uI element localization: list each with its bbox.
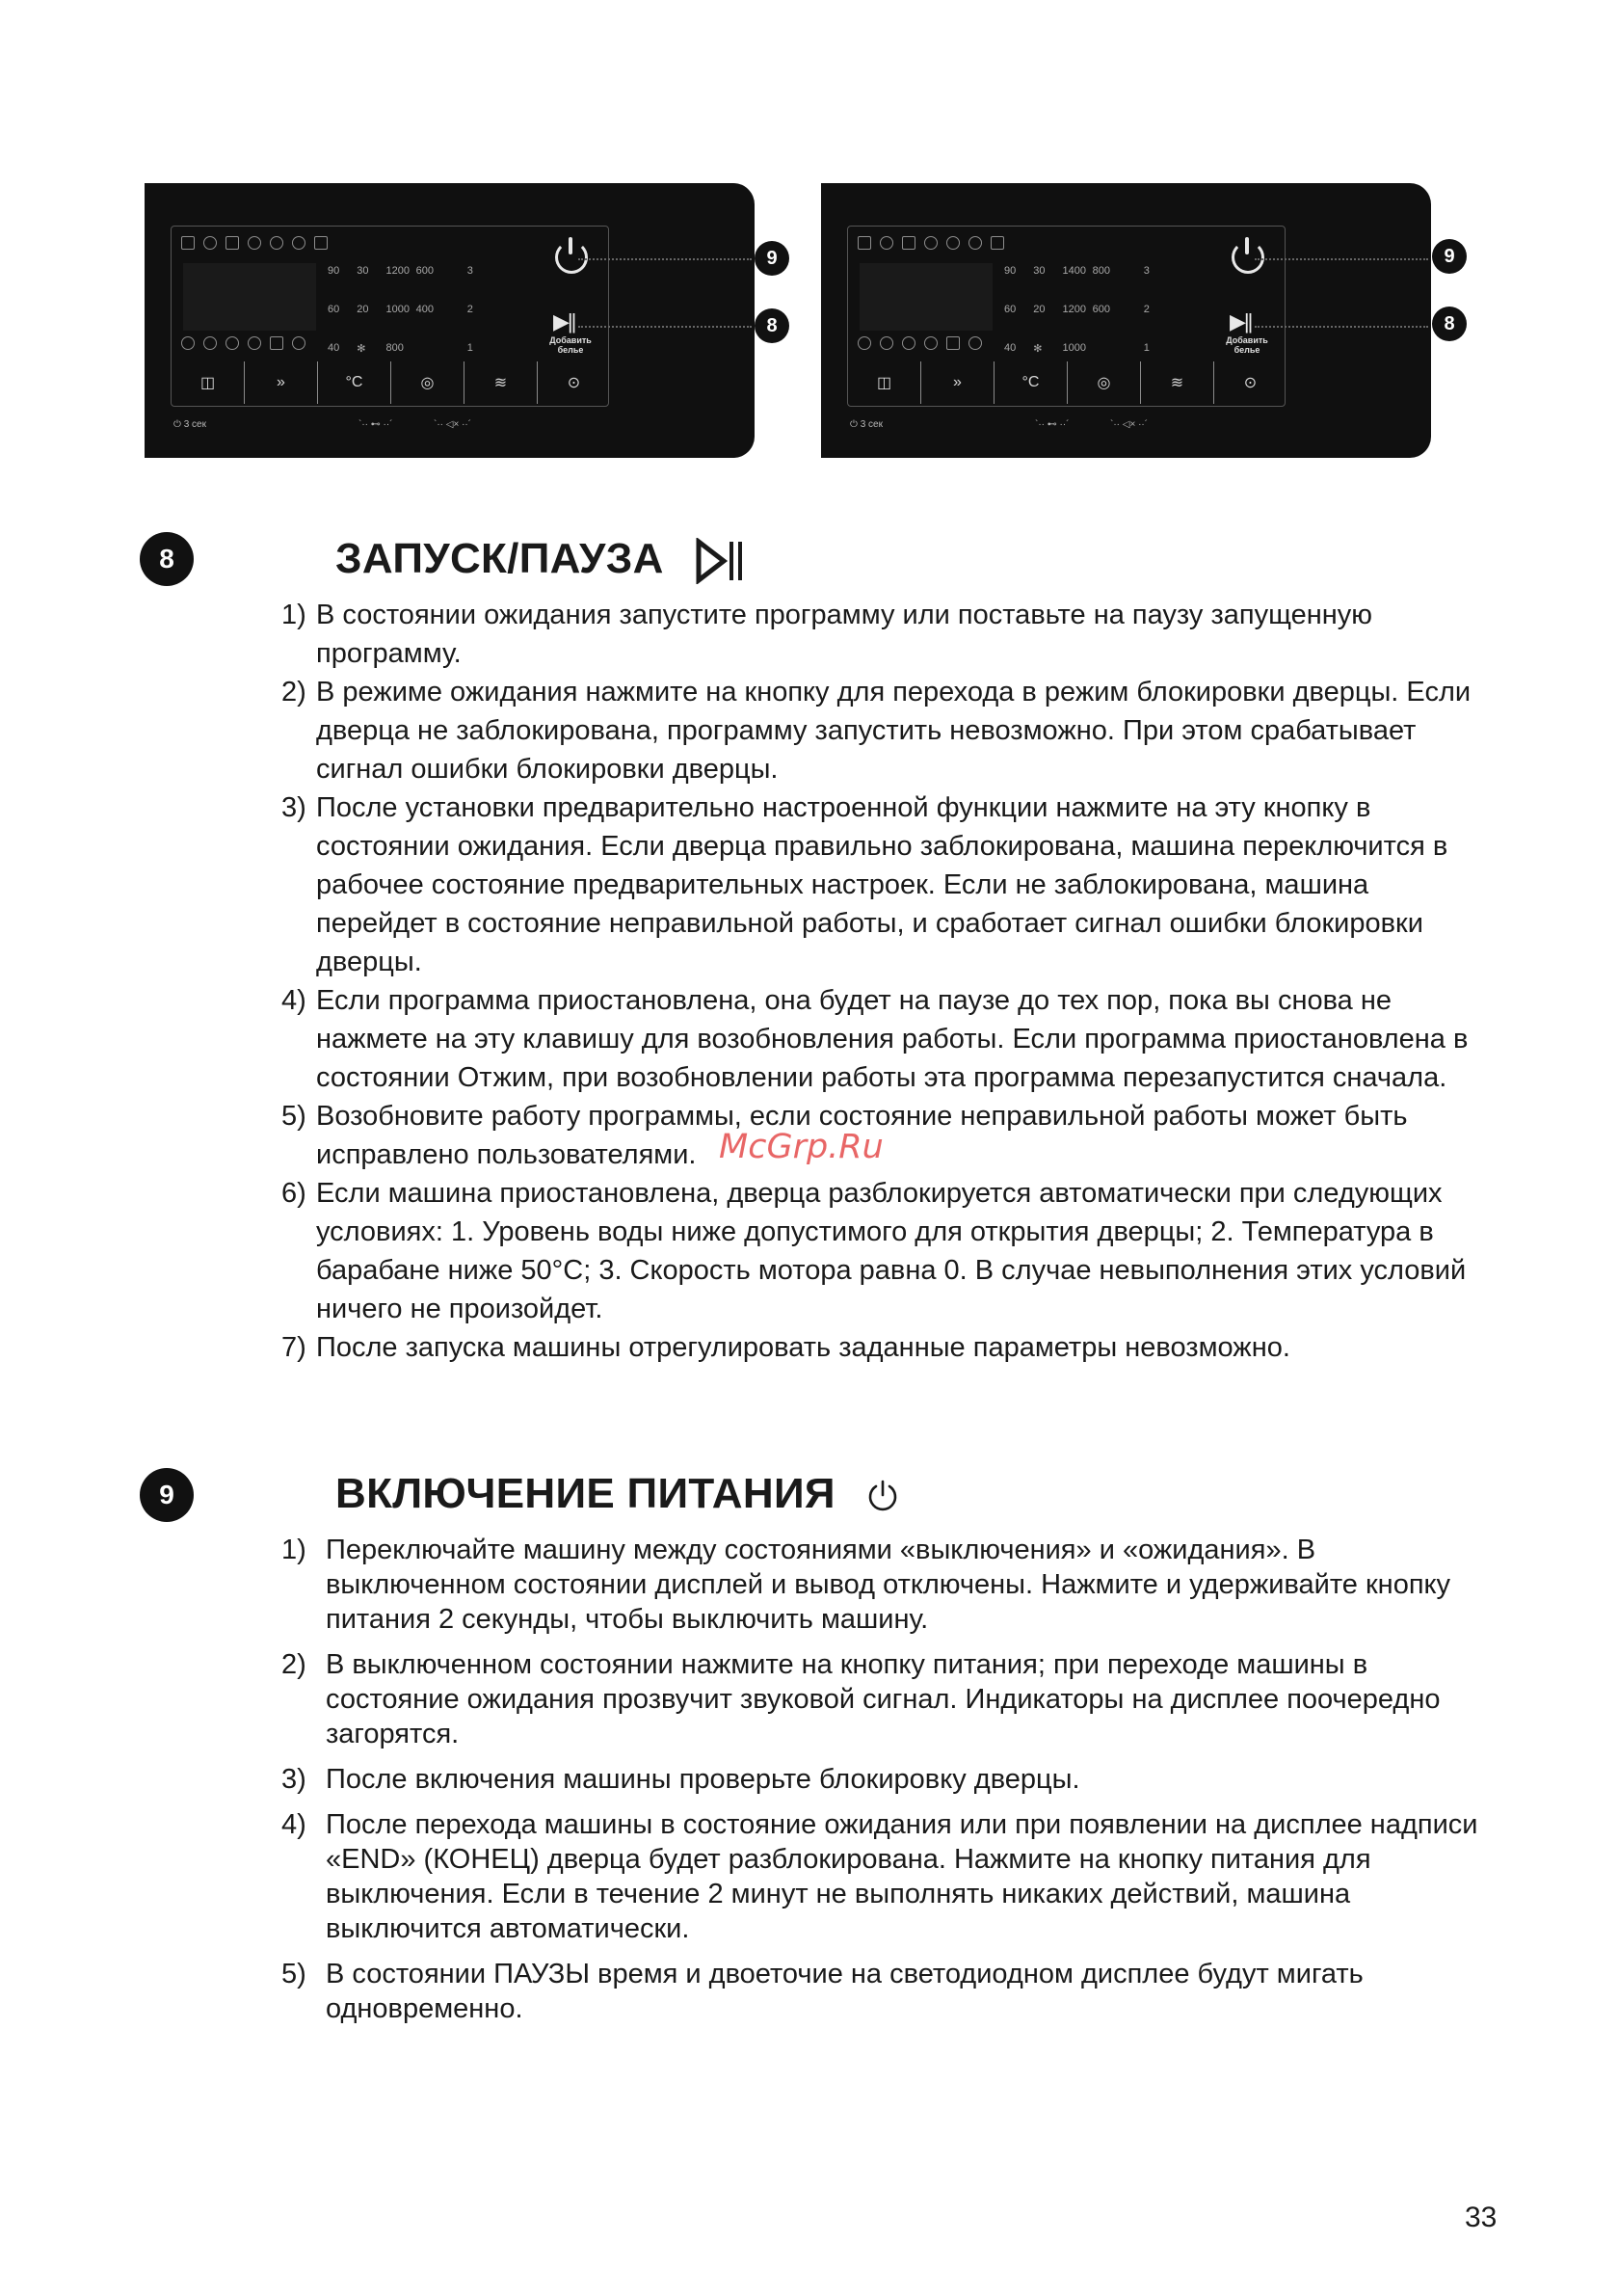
spiral-icon: ◎ [1097,375,1111,391]
spin-value: 1000 [1062,342,1086,354]
rinse-button[interactable] [1141,361,1214,404]
key-lock-icon [924,236,938,250]
lcd-display [183,263,316,331]
temp-value: 60 [328,304,340,315]
indicator-icon [203,236,217,250]
extra-rinse-icon [314,236,328,250]
item-text: В режиме ожидания нажмите на кнопку для перехода в режим блокировки дверцы. Если дверца не заблокирована, программу запустить невозможно. При этом срабатывает сигнал ошибки блокировки дверцы. [316,677,1472,785]
temp-value: 20 [1033,304,1046,315]
item-text: После включения машины проверьте блокировку дверцы. [326,1764,1080,1795]
mute-icon [946,236,960,250]
add-laundry-line2: белье [557,345,584,355]
callout-line-power-left [578,258,752,260]
item-text: В состоянии ПАУЗЫ время и двоеточие на светодиодном дисплее будут мигать одновременно. [326,1959,1364,2024]
control-panel-left [145,183,755,458]
spin-icon [292,336,305,350]
value-row [328,304,496,342]
spiral-icon: ◎ [420,375,435,391]
callout-9-right: 9 [1432,239,1467,274]
mute-hint [1110,419,1148,430]
play-pause-icon [695,538,745,584]
spin-value: 1200 [1062,304,1086,315]
temp-value: 30 [1033,265,1046,277]
timer-icon: ⊙ [567,375,581,391]
spin-value: 1000 [385,304,410,315]
item-text: Переключайте машину между состояниями «выключения» и «ожидания». В выключенном состоянии дисплей и вывод отключены. Нажмите и удерживайте кнопку питания 2 секунды, чтобы выключить машину. [326,1535,1451,1635]
power-hold-text: 3 сек [183,419,206,430]
start-pause-button[interactable]: ▶|| [553,309,575,334]
indicator-row-bottom [181,336,305,350]
mute-hint-icon: `·· ◁× ··´ [434,419,472,430]
callout-line-power-right [1255,258,1428,260]
timer-icon: ⊙ [1243,375,1258,391]
rinse-button[interactable] [464,361,538,404]
callout-9-left: 9 [755,241,789,276]
chevron-right-icon: » [953,374,962,390]
item-text: После запуска машины отрегулировать заданные параметры невозможно. [316,1332,1290,1363]
indicator-icon [203,336,217,350]
lcd-display [860,263,993,331]
lock-hint [358,419,393,430]
spin-value: 600 [415,265,434,277]
spin-value: 800 [1092,265,1110,277]
item-number: 3) [281,792,306,823]
section-8-heading [335,535,745,584]
panel-frame [171,226,609,407]
chevron-icon [968,236,982,250]
item-number: 2) [281,677,306,707]
program-icon: ◫ [199,375,216,391]
spin-button[interactable] [1068,361,1141,404]
temp-value: 90 [328,265,340,277]
power-small-icon: ⏻ [850,419,861,430]
add-laundry-line1: Добавить [549,335,592,345]
temp-value: 30 [357,265,369,277]
spin-value: 600 [1092,304,1110,315]
indicator-icon [248,336,261,350]
section-8-marker: 8 [140,532,194,586]
list-item [281,1328,1486,1367]
mute-icon [270,236,283,250]
item-number: 3) [281,1764,306,1795]
item-text: В состоянии ожидания запустите программу или поставьте на паузу запущенную программу. [316,600,1373,669]
item-number: 2) [281,1649,306,1680]
item-number: 5) [281,1959,306,1989]
extra-rinse-icon [991,236,1004,250]
program-button[interactable] [848,361,921,404]
level-value: 2 [466,304,473,315]
section-9-list [281,1533,1486,2037]
water-icon: ≋ [1170,375,1184,391]
watermark: McGrp.Ru [719,1128,884,1166]
mute-hint [434,419,471,430]
fast-button[interactable] [245,361,318,404]
fast-button[interactable] [921,361,995,404]
temp-value: 90 [1004,265,1017,277]
power-button[interactable] [555,241,588,274]
item-number: 1) [281,600,306,630]
list-item [281,981,1486,1097]
button-row [172,361,610,404]
list-item [281,1957,1486,2026]
callout-line-start-right [1255,326,1428,328]
program-icon: ◫ [876,375,892,391]
water-icon: ≋ [493,375,508,391]
spin-value: 1200 [385,265,410,277]
item-number: 7) [281,1332,306,1363]
temp-value: 60 [1004,304,1017,315]
level-value: 1 [466,342,473,354]
key-lock-icon [248,236,261,250]
temp-value: 20 [357,304,369,315]
power-small-icon: ⏻ [173,419,184,430]
section-9-marker: 9 [140,1468,194,1522]
power-hold-hint [850,419,883,430]
power-button[interactable] [1232,241,1264,274]
delay-icon [181,336,195,350]
cold-icon: ✻ [357,343,366,355]
delay-icon [858,336,871,350]
value-row [328,265,496,304]
spin-button[interactable] [391,361,464,404]
power-hold-hint [173,419,206,430]
list-item [281,673,1486,788]
indicator-icon [270,336,283,350]
item-text: В выключенном состоянии нажмите на кнопку питания; при переходе машины в состояние ожидания прозвучит звуковой сигнал. Индикаторы на дисплее поочередно загорятся. [326,1649,1441,1749]
temperature-button[interactable] [318,361,391,404]
item-number: 1) [281,1535,306,1565]
power-hold-text: 3 сек [860,419,883,430]
section-9-title: ВКЛЮЧЕНИЕ ПИТАНИЯ [335,1470,836,1517]
control-panel-right [821,183,1431,458]
add-laundry-line2: белье [1233,345,1260,355]
section-8-title: ЗАПУСК/ПАУЗА [335,535,664,582]
value-row [1004,265,1173,304]
panel-frame [847,226,1286,407]
add-laundry-line1: Добавить [1226,335,1268,345]
delay-button[interactable] [1214,361,1286,404]
indicator-icon [858,236,871,250]
spin-value: 1400 [1062,265,1086,277]
item-number: 6) [281,1178,306,1209]
indicator-row-bottom [858,336,982,350]
item-text: Если программа приостановлена, она будет на паузе до тех пор, пока вы снова не нажмете на эту клавишу для возобновления работы. Если программа приостановлена в состоянии Отжим, при возобновлении работы эта программа перезапустится сначала. [316,985,1469,1093]
level-value: 3 [1143,265,1150,277]
spin-icon [968,336,982,350]
item-text: Если машина приостановлена, дверца разблокируется автоматически при следующих условиях: 1. Уровень воды ниже допустимого для открытия дверцы; 2. Температура в барабане ниже 50°C; 3. Скорость мотора равна 0. В случае невыполнения этих условий ничего не произойдет. [316,1178,1467,1324]
spin-value: 800 [385,342,404,354]
add-laundry-label [1220,335,1274,355]
list-item [281,1647,1486,1751]
page-number: 33 [1465,2202,1498,2233]
key-lock-hint-icon: `·· ⊷ ··´ [358,419,393,430]
chevron-icon [292,236,305,250]
temperature-label: °C [345,374,363,390]
spin-value: 400 [415,304,434,315]
button-row [848,361,1286,404]
temperature-button[interactable] [995,361,1068,404]
chevron-right-icon: » [277,374,285,390]
temperature-label: °C [1021,374,1040,390]
list-item [281,1097,1486,1174]
list-item [281,1807,1486,1946]
item-text: После перехода машины в состояние ожидания или при появлении на дисплее надписи «END» (КОНЕЦ) дверца будет разблокирована. Нажмите на кнопку питания для выключения. Если в течение 2 минут не выполнять никаких действий, машина выключится автоматически. [326,1809,1478,1944]
item-text: Возобновите работу программы, если состояние неправильной работы может быть исправлено пользователями. [316,1101,1408,1170]
mute-hint-icon: `·· ◁× ··´ [1110,419,1149,430]
level-value: 2 [1143,304,1150,315]
delay-button[interactable] [538,361,610,404]
indicator-icon [225,336,239,350]
level-value: 1 [1143,342,1150,354]
list-item [281,1533,1486,1637]
list-item [281,788,1486,981]
program-button[interactable] [172,361,245,404]
list-item [281,1762,1486,1797]
add-laundry-label [544,335,597,355]
level-value: 3 [466,265,473,277]
indicator-icon [902,336,915,350]
value-row [1004,304,1173,342]
indicator-icon [880,336,893,350]
item-number: 4) [281,1809,306,1840]
key-lock-hint-icon: `·· ⊷ ··´ [1035,419,1070,430]
start-pause-button[interactable]: ▶|| [1230,309,1252,334]
cold-icon: ✻ [1033,343,1043,355]
indicator-icon [225,236,239,250]
indicator-row-top [181,236,328,250]
callout-8-left: 8 [755,308,789,343]
callout-line-start-left [578,326,752,328]
list-item [281,596,1486,673]
item-number: 4) [281,985,306,1016]
indicator-icon [902,236,915,250]
temp-value: 40 [328,342,340,354]
temp-value: 40 [1004,342,1017,354]
indicator-icon [946,336,960,350]
indicator-row-top [858,236,1004,250]
indicator-icon [880,236,893,250]
indicator-icon [181,236,195,250]
item-number: 5) [281,1101,306,1132]
indicator-icon [924,336,938,350]
callout-8-right: 8 [1432,307,1467,341]
item-text: После установки предварительно настроенной функции нажмите на эту кнопку в состоянии ожидания. Если дверца правильно заблокирована, машина переключится в рабочее состояние предварительных настроек. Если не заблокирована, машина перейдет в состояние неправильной работы, и сработает сигнал ошибки блокировки дверцы. [316,792,1448,977]
power-icon [866,1479,899,1513]
section-8-list [281,596,1486,1367]
section-9-heading [335,1470,899,1518]
lock-hint [1035,419,1070,430]
list-item [281,1174,1486,1328]
